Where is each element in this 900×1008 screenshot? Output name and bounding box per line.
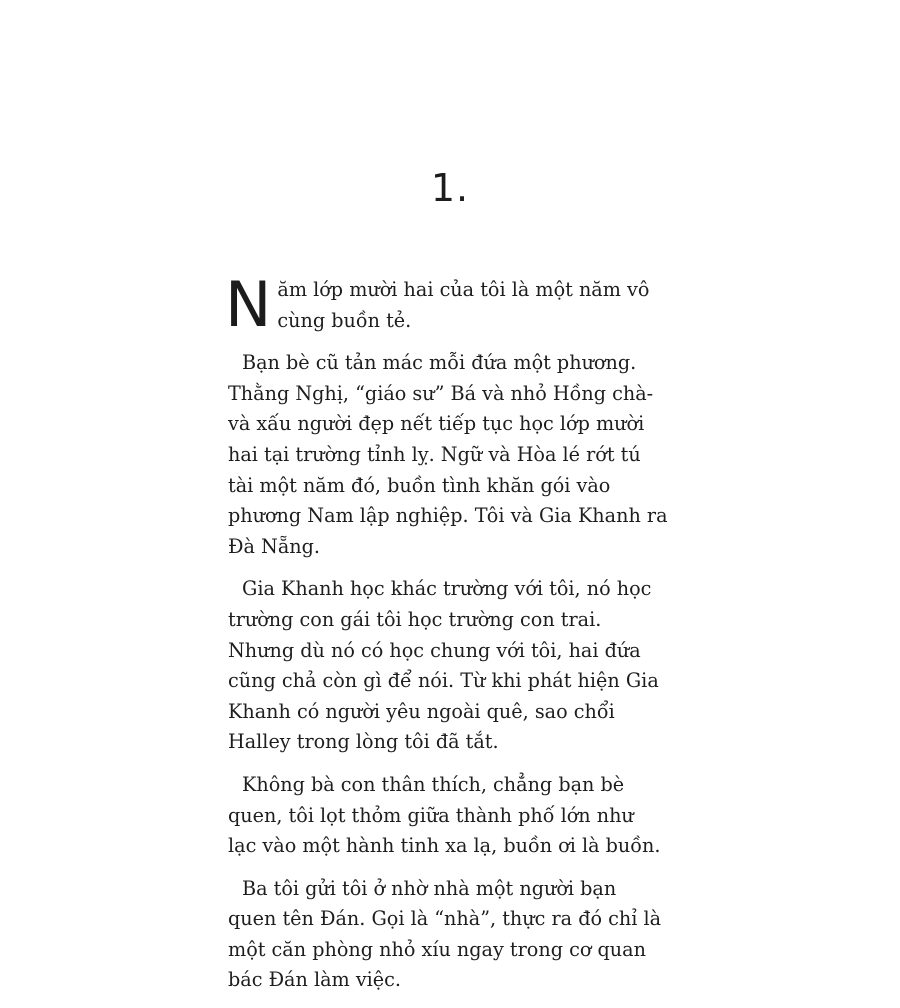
paragraph-4: Không bà con thân thích, chẳng bạn bè quen, tôi lọt thỏm giữa thành phố lớn như lạc vào một hành tinh xa lạ, buồn ơi là buồn. (228, 772, 661, 858)
drop-cap: N (225, 268, 272, 341)
chapter-body (225, 268, 668, 1008)
paragraph-1-text: ăm lớp mười hai của tôi là một năm vô cùng buồn tẻ. (277, 278, 650, 332)
paragraph-1 (225, 268, 668, 341)
paragraph-2: Bạn bè cũ tản mác mỗi đứa một phương. Thằng Nghị, “giáo sư” Bá và nhỏ Hồng chà-và xấu người đẹp nết tiếp tục học lớp mười hai tại trường tỉnh lỵ. Ngữ và Hòa lé rớt tú tài một năm đó, buồn tình khăn gói vào phương Nam lập nghiệp. Tôi và Gia Khanh ra Đà Nẵng. (228, 351, 668, 558)
paragraph-3: Gia Khanh học khác trường với tôi, nó học trường con gái tôi học trường con trai. Nhưng dù nó có học chung với tôi, hai đứa cũng chả còn gì để nói. Từ khi phát hiện Gia Khanh có người yêu ngoài quê, sao chổi Halley trong lòng tôi đã tắt. (228, 577, 659, 754)
paragraph-5: Ba tôi gửi tôi ở nhờ nhà một người bạn quen tên Đán. Gọi là “nhà”, thực ra đó chỉ là một căn phòng nhỏ xíu ngay trong cơ quan bác Đán làm việc. (228, 876, 662, 992)
chapter-number: 1. (430, 166, 470, 210)
